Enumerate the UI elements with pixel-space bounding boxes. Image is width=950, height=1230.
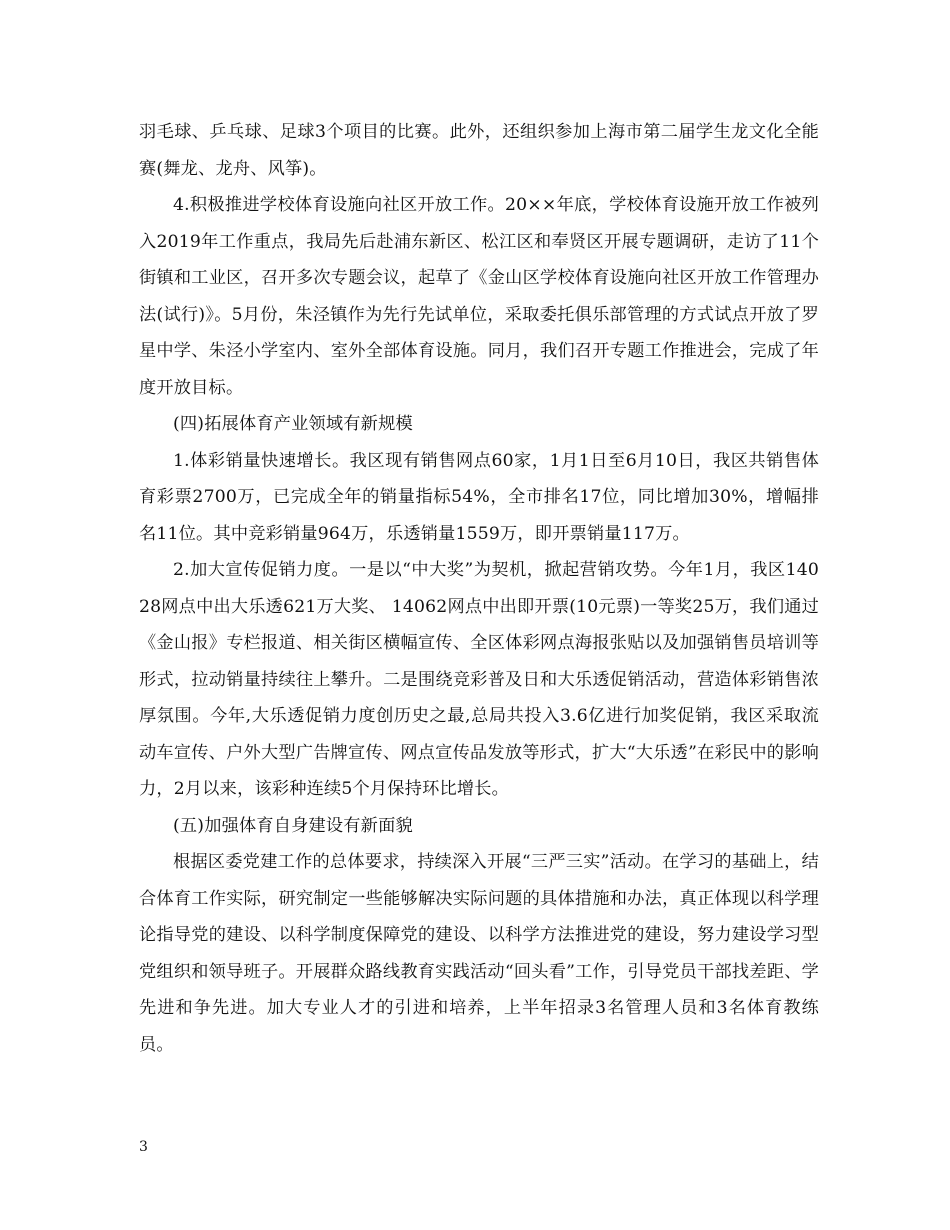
section-heading-4: (四)拓展体育产业领域有新规模 bbox=[173, 414, 413, 434]
body-text bbox=[139, 114, 819, 1063]
page-number: 3 bbox=[139, 1139, 148, 1155]
section-heading-5: (五)加强体育自身建设有新面貌 bbox=[173, 815, 413, 836]
paragraph-1: 羽毛球、乒乓球、足球3个项目的比赛。此外，还组织参加上海市第二届学生龙文化全能赛(舞龙、龙舟、风筝)。 bbox=[139, 122, 819, 179]
paragraph-2: 4.积极推进学校体育设施向社区开放工作。20××年底，学校体育设施开放工作被列入2019年工作重点，我局先后赴浦东新区、松江区和奉贤区开展专题调研，走访了11个街镇和工业区，召开多次专题会议，起草了《金山区学校体育设施向社区开放工作管理办法(试行)》。5月份，朱泾镇作为先行先试单位，采取委托俱乐部管理的方式试点开放了罗星中学、朱泾小学室内、室外全部体育设施。同月，我们召开专题工作推进会，完成了年度开放目标。 bbox=[139, 195, 819, 398]
paragraph-3: 1.体彩销量快速增长。我区现有销售网点60家，1月1日至6月10日，我区共销售体育彩票2700万，已完成全年的销量指标54%，全市排名17位，同比增加30%，增幅排名11位。其中竞彩销量964万，乐透销量1559万，即开票销量117万。 bbox=[139, 450, 819, 544]
paragraph-5: 根据区委党建工作的总体要求，持续深入开展“三严三实”活动。在学习的基础上，结合体育工作实际，研究制定一些能够解决实际问题的具体措施和办法，真正体现以科学理论指导党的建设、以科学制度保障党的建设、以科学方法推进党的建设，努力建设学习型党组织和领导班子。开展群众路线教育实践活动“回头看”工作，引导党员干部找差距、学先进和争先进。加大专业人才的引进和培养，上半年招录3名管理人员和3名体育教练员。 bbox=[139, 852, 819, 1055]
paragraph-4: 2.加大宣传促销力度。一是以“中大奖”为契机，掀起营销攻势。今年1月，我区14028网点中出大乐透621万大奖、 14062网点中出即开票(10元票)一等奖25万，我们通过《金山报》专栏报道、相关街区横幅宣传、全区体彩网点海报张贴以及加强销售员培训等形式，拉动销量持续往上攀升。二是围绕竞彩普及日和大乐透促销活动，营造体彩销售浓厚氛围。今年,大乐透促销力度创历史之最,总局共投入3.6亿进行加奖促销，我区采取流动车宣传、户外大型广告牌宣传、网点宣传品发放等形式，扩大“大乐透”在彩民中的影响力，2月以来，该彩种连续5个月保持环比增长。 bbox=[139, 560, 819, 799]
